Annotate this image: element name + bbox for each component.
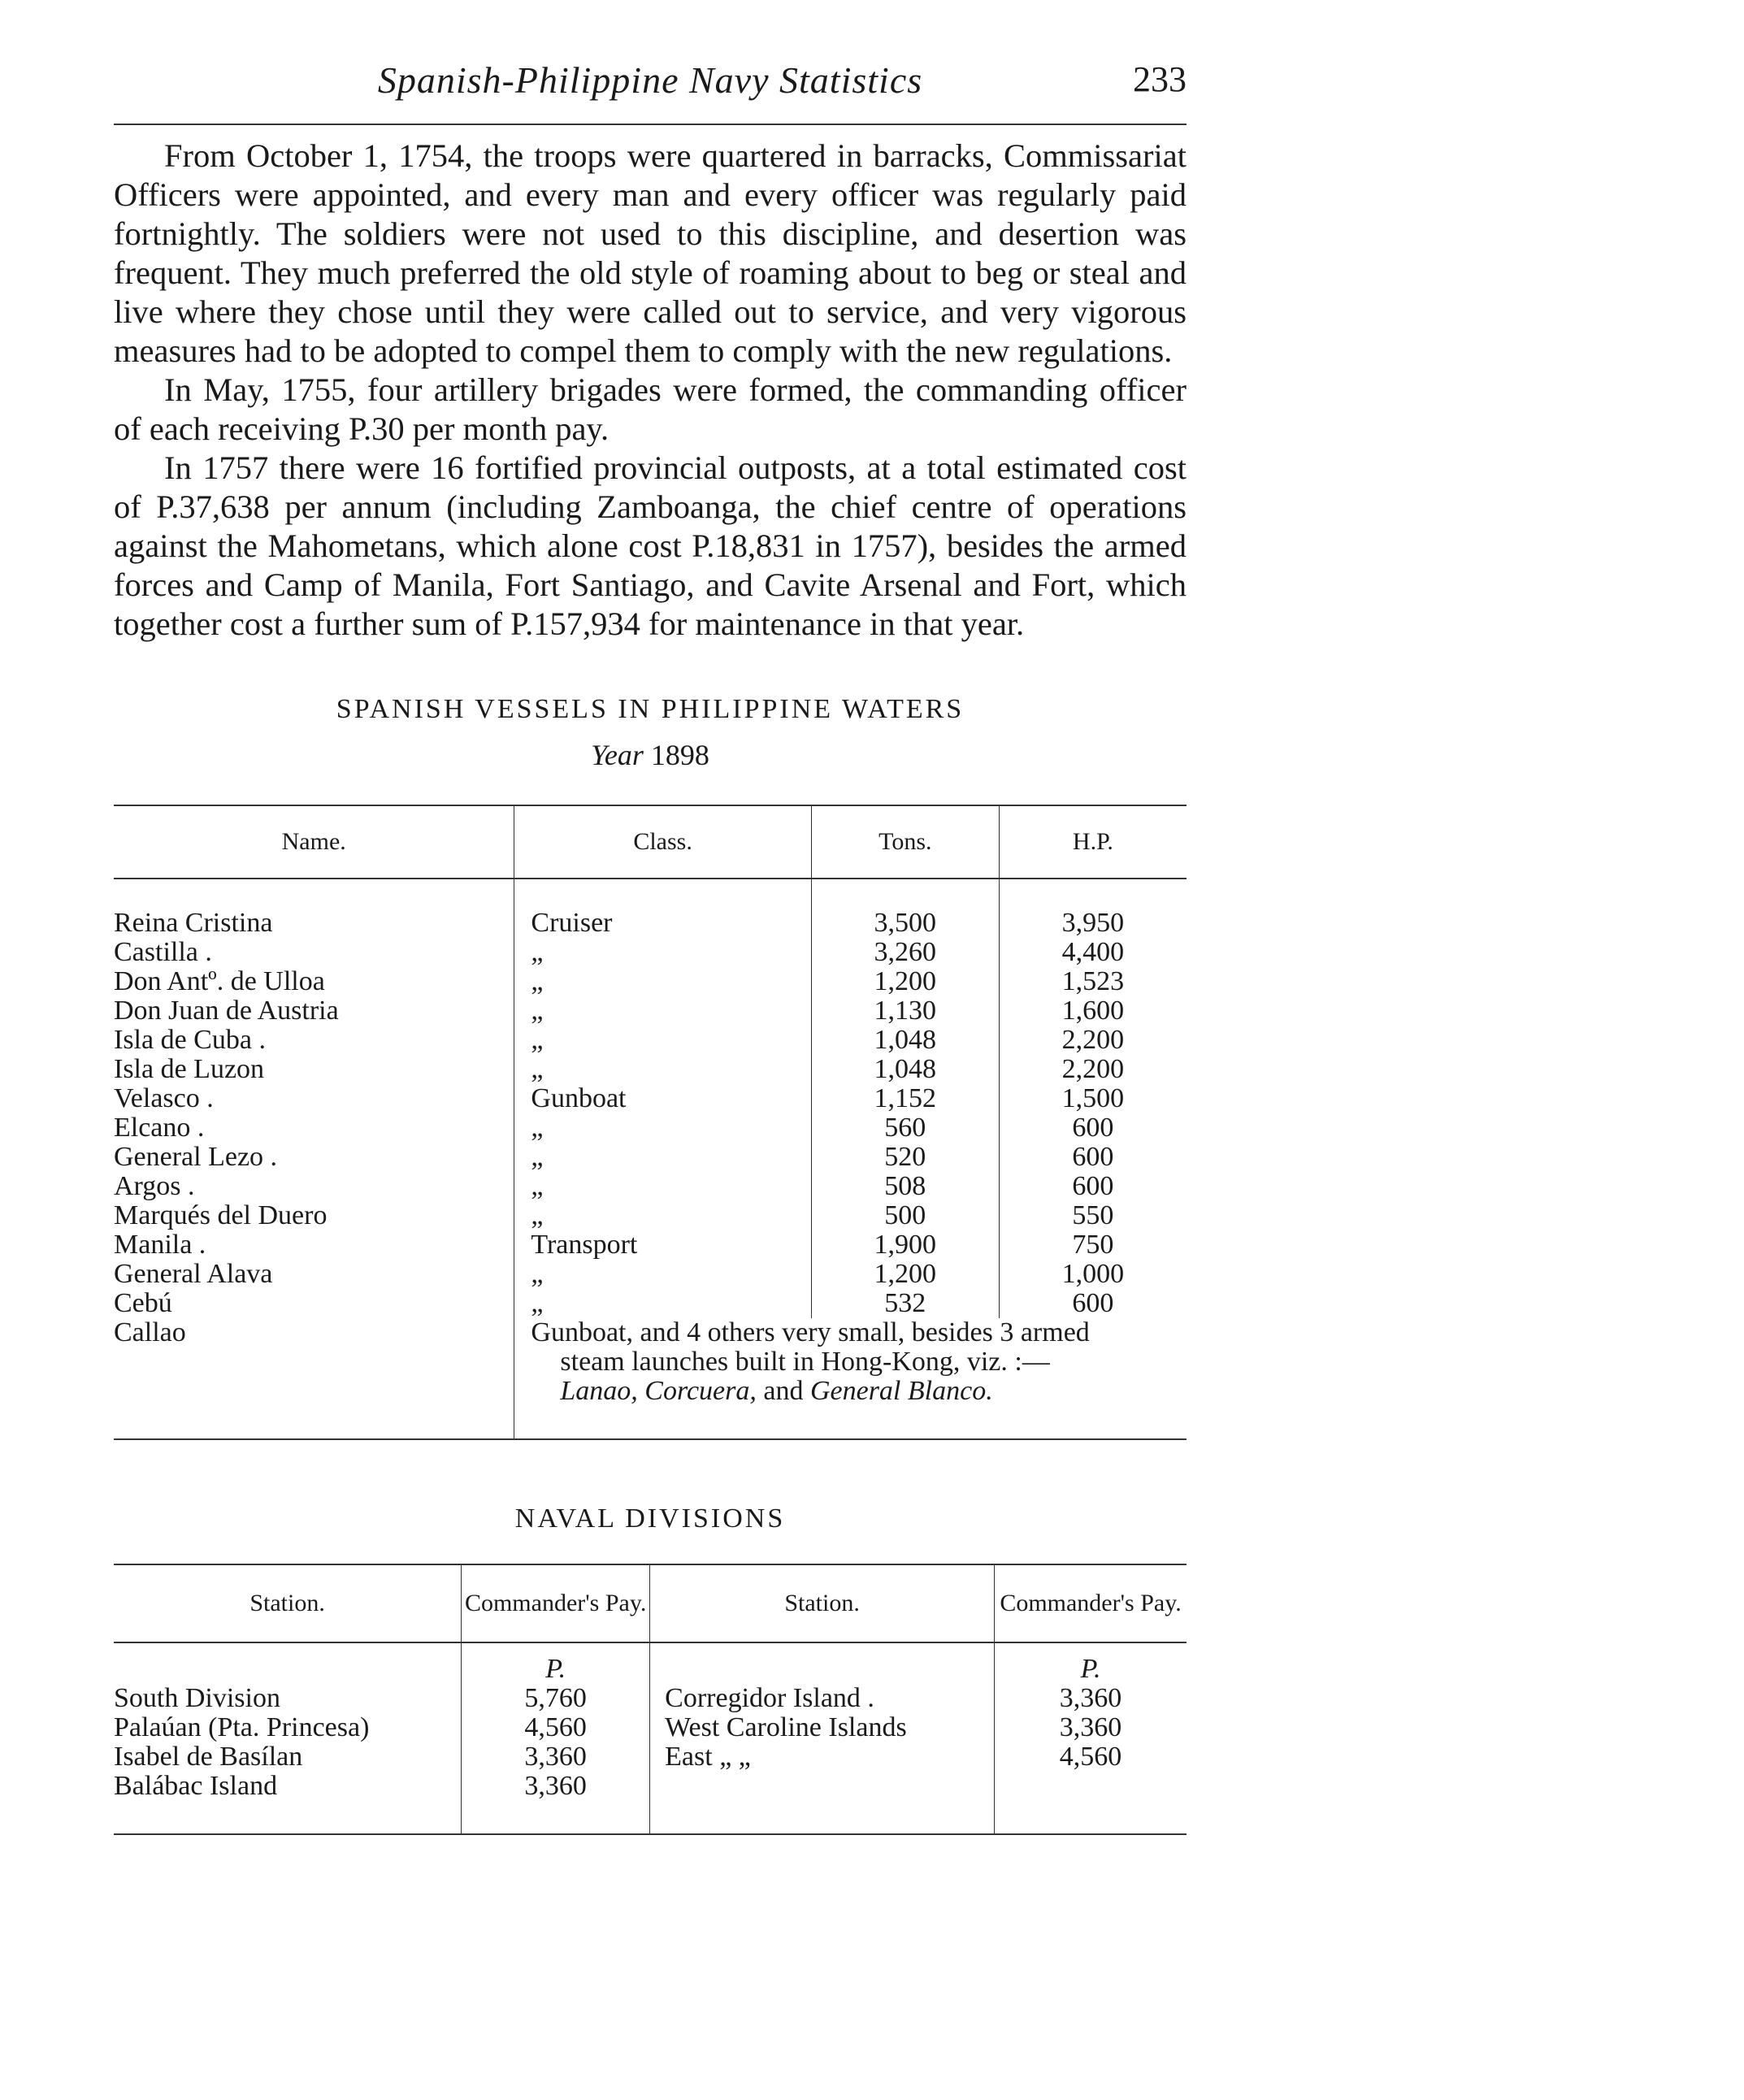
division-station-right: Corregidor Island . [650,1684,995,1713]
vessel-row [114,1318,1187,1439]
launch-name-italic: General Blanco. [809,1376,993,1406]
vessel-row [114,1026,1187,1055]
vessel-class-text: „ [531,1142,544,1172]
vessel-class [514,1230,811,1260]
vessel-hp: 600 [999,1113,1187,1143]
vessel-name-text: Argos . [114,1171,195,1201]
vessel-class [514,996,811,1026]
vessel-row [114,1230,1187,1260]
vessel-tons: 520 [811,1143,999,1172]
vessel-row [114,1260,1187,1289]
vessel-tons: 1,048 [811,1055,999,1084]
vessel-tons: 1,048 [811,1026,999,1055]
divisions-unit-row [114,1642,1187,1684]
division-pay-left: 4,560 [462,1713,650,1742]
vessel-hp: 600 [999,1172,1187,1201]
vessel-name-text: Isla de Cuba . [114,1025,266,1055]
vessel-class-text: „ [531,1171,544,1201]
col-header-tons: Tons. [811,805,999,879]
vessel-row [114,1172,1187,1201]
vessel-hp: 3,950 [999,879,1187,938]
vessel-class [514,1172,811,1201]
vessel-hp: 1,500 [999,1084,1187,1113]
page [114,49,1187,1835]
vessel-tons: 508 [811,1172,999,1201]
vessels-table-body [114,879,1187,1439]
running-title: Spanish-Philippine Navy Statistics [377,59,923,101]
vessel-name-text: Isla de Luzon [114,1054,265,1084]
division-row [114,1713,1187,1742]
vessel-name [114,1230,514,1260]
col-header-class: Class. [514,805,811,879]
vessel-name-text: Don Juan de Austria [114,996,339,1026]
header-rule [114,124,1187,125]
vessel-note-line1: Gunboat, and 4 others very small, besides 3 armed [531,1317,1090,1347]
division-station-left: Balábac Island [114,1771,278,1801]
vessels-table-title: SPANISH VESSELS IN PHILIPPINE WATERS [336,694,965,724]
vessel-tons: 500 [811,1201,999,1230]
vessel-class [514,938,811,967]
division-pay-right [995,1772,1187,1834]
vessel-row [114,1143,1187,1172]
vessel-class-text: „ [531,1288,544,1318]
vessel-class [514,1084,811,1113]
vessel-class-text: „ [531,1259,544,1289]
division-row [114,1742,1187,1772]
vessel-tons: 1,900 [811,1230,999,1260]
paragraph-3: In 1757 there were 16 fortified provincial outposts, at a total estimated cost of P.37,638 per annum (including Zamboanga, the chief centre of operations against the Mahometans, which alone cost P.18,831 in 1757), besides the armed forces and Camp of Manila, Fort Santiago, and Cavite Arsenal and Fort, which together cost a further sum of P.157,934 for maintenance in that year. [114,449,1187,642]
vessel-name [114,1260,514,1289]
running-head [114,49,1187,114]
vessel-hp: 1,600 [999,996,1187,1026]
division-station-left: Isabel de Basílan [114,1742,303,1772]
year-label: Year [591,739,644,771]
spacer-cell [650,1642,995,1684]
vessel-hp: 4,400 [999,938,1187,967]
vessel-class [514,1201,811,1230]
vessels-header-row [114,805,1187,879]
vessel-name [114,1289,514,1318]
vessel-name-text: Cebú [114,1288,172,1318]
vessel-name [114,1201,514,1230]
division-station-right: East „ „ [650,1742,995,1772]
divisions-table [114,1564,1187,1835]
paragraph-1: From October 1, 1754, the troops were quartered in barracks, Commissariat Officers were appointed, and every man and every officer was regularly paid fortnightly. The soldiers were not used to this discipline, and desertion was frequent. They much preferred the old style of roaming about to beg or steal and live where they chose until they were called out to service, and very vigorous measures had to be adopted to compel them to comply with the new regulations. [114,137,1187,369]
col-header-name: Name. [114,805,514,879]
vessel-class [514,1026,811,1055]
vessel-name [114,1055,514,1084]
vessel-name [114,879,514,938]
vessel-class-text: „ [531,1200,544,1230]
vessel-tons: 1,200 [811,1260,999,1289]
vessel-hp: 550 [999,1201,1187,1230]
vessel-class-text: Transport [531,1230,638,1260]
vessel-class [514,1143,811,1172]
vessel-row [114,1201,1187,1230]
vessel-name [114,938,514,967]
division-station-left: South Division [114,1683,280,1713]
vessel-tons: 532 [811,1289,999,1318]
vessel-row [114,967,1187,996]
col-header-station-left: Station. [114,1564,462,1642]
vessel-tons: 560 [811,1113,999,1143]
vessel-hp: 750 [999,1230,1187,1260]
vessel-name [114,1084,514,1113]
vessel-hp: 600 [999,1143,1187,1172]
division-pay-right: 4,560 [995,1742,1187,1772]
pay-unit-left: P. [462,1642,650,1684]
vessel-tons: 1,152 [811,1084,999,1113]
vessel-hp: 2,200 [999,1055,1187,1084]
spacer-cell [114,1642,462,1684]
col-header-station-right: Station. [650,1564,995,1642]
vessel-class [514,1260,811,1289]
vessel-row [114,1055,1187,1084]
vessel-name-text: Marqués del Duero [114,1200,328,1230]
vessel-name [114,967,514,996]
year-value: 1898 [650,739,709,771]
vessel-class-text: Cruiser [531,908,613,938]
vessel-name [114,1113,514,1143]
vessel-name [114,1172,514,1201]
vessel-class [514,1055,811,1084]
division-station-right: West Caroline Islands [650,1713,995,1742]
vessel-class-text: „ [531,937,544,967]
vessel-name-text: Velasco . [114,1083,214,1113]
vessel-tons: 3,500 [811,879,999,938]
launch-names-and: and [763,1376,804,1406]
division-pay-left: 3,360 [462,1742,650,1772]
body-text [114,137,1187,644]
divisions-table-body [114,1642,1187,1834]
pay-unit-right: P. [995,1642,1187,1684]
vessel-row [114,1289,1187,1318]
vessel-name-text: Reina Cristina [114,908,273,938]
vessel-tons: 1,200 [811,967,999,996]
vessel-row [114,938,1187,967]
vessel-name: Callao [114,1317,186,1347]
vessel-class [514,879,811,938]
vessel-class [514,967,811,996]
vessel-tons: 1,130 [811,996,999,1026]
vessel-name [114,996,514,1026]
paragraph-2: In May, 1755, four artillery brigades were formed, the commanding officer of each receiving P.30 per month pay. [114,371,1187,447]
division-pay-right: 3,360 [995,1713,1187,1742]
division-station-left: Palaúan (Pta. Princesa) [114,1712,370,1742]
vessel-tons: 3,260 [811,938,999,967]
vessel-name-text: Manila . [114,1230,206,1260]
launch-names-italic: Lanao, Corcuera, [560,1376,757,1406]
vessel-hp: 2,200 [999,1026,1187,1055]
division-pay-left: 3,360 [462,1772,650,1834]
division-pay-right: 3,360 [995,1684,1187,1713]
division-pay-left: 5,760 [462,1684,650,1713]
division-row [114,1684,1187,1713]
vessel-name-text: General Lezo . [114,1142,278,1172]
vessel-name-text: General Alava [114,1259,273,1289]
divisions-header-row [114,1564,1187,1642]
vessel-note-line3 [531,1377,1187,1406]
divisions-table-title: NAVAL DIVISIONS [514,1503,786,1534]
vessel-class [514,1113,811,1143]
vessel-note [514,1318,1187,1439]
vessel-name [114,1143,514,1172]
vessel-class-text: „ [531,996,544,1026]
vessel-row [114,1084,1187,1113]
vessel-class-text: „ [531,966,544,996]
vessel-name-text: Castilla . [114,937,212,967]
vessel-class [514,1289,811,1318]
vessels-table [114,805,1187,1440]
vessel-row [114,1113,1187,1143]
vessel-name-text: Don Antº. de Ulloa [114,966,325,996]
vessel-class-text: „ [531,1054,544,1084]
vessel-note-line2: steam launches built in Hong-Kong, viz. :— [560,1347,1050,1377]
vessel-hp: 1,523 [999,967,1187,996]
vessel-name [114,1026,514,1055]
vessel-class-text: „ [531,1025,544,1055]
page-number: 233 [1133,59,1187,99]
col-header-pay-left: Commander's Pay. [462,1564,650,1642]
vessel-row [114,996,1187,1026]
vessel-row [114,879,1187,938]
vessel-name-text: Elcano . [114,1113,205,1143]
vessel-class-text: Gunboat [531,1083,627,1113]
division-row [114,1772,1187,1834]
vessel-hp: 600 [999,1289,1187,1318]
vessel-hp: 1,000 [999,1260,1187,1289]
division-station-right [650,1772,995,1834]
col-header-pay-right: Commander's Pay. [995,1564,1187,1642]
vessels-table-year [114,738,1187,772]
col-header-hp: H.P. [999,805,1187,879]
vessel-class-text: „ [531,1113,544,1143]
